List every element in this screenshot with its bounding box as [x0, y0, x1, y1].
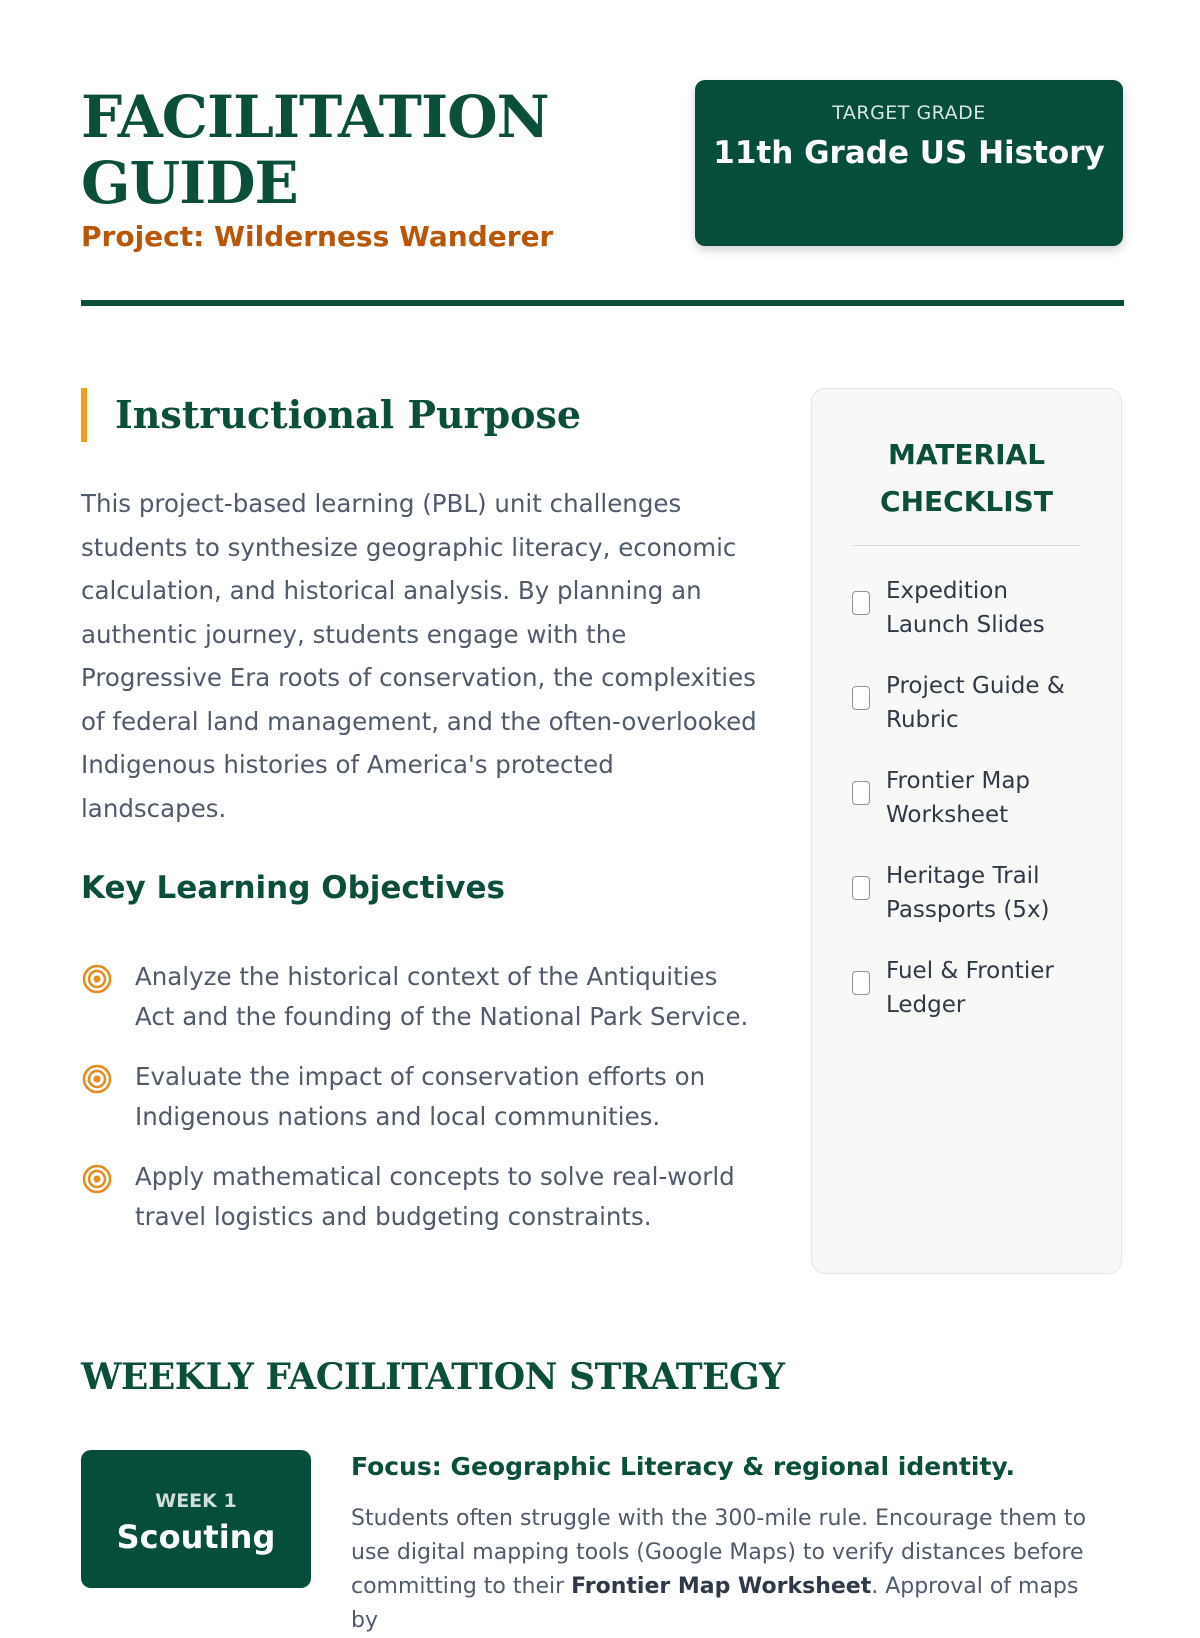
learning-objectives-heading: Key Learning Objectives	[81, 870, 505, 906]
target-grade-card	[695, 80, 1123, 246]
target-icon	[82, 964, 112, 994]
objective-item	[81, 1157, 761, 1237]
week-description: Students often struggle with the 300-mile rule. Encourage them to use digital mapping tools (Google Maps) to verify distances before committing to their Frontier Map Worksheet. Approval of maps by	[351, 1506, 1087, 1633]
checklist-item-label: Frontier Map Worksheet	[886, 768, 1031, 828]
target-icon	[82, 1164, 112, 1194]
material-checklist-list	[812, 574, 1121, 1022]
header-divider	[81, 300, 1124, 306]
target-grade-value: 11th Grade US History	[713, 135, 1105, 171]
checklist-checkbox[interactable]	[852, 591, 870, 615]
objective-item	[81, 957, 761, 1037]
checklist-item	[852, 574, 1091, 642]
objective-text: Apply mathematical concepts to solve real-world travel logistics and budgeting constraints.	[135, 1162, 735, 1231]
target-grade-label: TARGET GRADE	[832, 102, 986, 124]
checklist-item-label: Fuel & Frontier Ledger	[886, 958, 1054, 1018]
instructional-purpose-text: This project-based learning (PBL) unit challenges students to synthesize geographic literacy, economic calculation, and historical analysis. By planning an authentic journey, students engage with the Progressive Era roots of conservation, the complexities of federal land management, and the often-overlooked Indigenous histories of America's protected landscapes.	[81, 489, 757, 823]
checklist-checkbox[interactable]	[852, 876, 870, 900]
worksheet-reference: Frontier Map Worksheet	[571, 1574, 872, 1599]
header	[81, 80, 1124, 260]
document-title: FACILITATION GUIDE	[81, 83, 549, 217]
week-name: Scouting	[116, 1518, 276, 1556]
checklist-divider	[852, 545, 1081, 546]
checklist-item-label: Heritage Trail Passports (5x)	[886, 863, 1050, 923]
checklist-checkbox[interactable]	[852, 971, 870, 995]
objective-item	[81, 1057, 761, 1137]
checklist-item	[852, 859, 1091, 927]
objective-text: Evaluate the impact of conservation efforts on Indigenous nations and local communities.	[135, 1062, 706, 1131]
weekly-strategy-heading: WEEKLY FACILITATION STRATEGY	[81, 1356, 785, 1398]
objective-text: Analyze the historical context of the Antiquities Act and the founding of the National Park Service.	[135, 962, 749, 1031]
project-subtitle: Project: Wilderness Wanderer	[81, 220, 554, 253]
material-checklist-title: MATERIAL CHECKLIST	[880, 438, 1053, 518]
checklist-item	[852, 954, 1091, 1022]
target-icon	[82, 1064, 112, 1094]
week-focus: Focus: Geographic Literacy & regional identity.	[351, 1452, 1015, 1481]
instructional-purpose-heading: Instructional Purpose	[81, 388, 581, 442]
checklist-item-label: Project Guide & Rubric	[886, 673, 1065, 733]
material-checklist-panel	[811, 388, 1122, 1274]
week-badge	[81, 1450, 311, 1588]
checklist-item-label: Expedition Launch Slides	[886, 578, 1045, 638]
week-number: WEEK 1	[155, 1490, 237, 1512]
checklist-item	[852, 764, 1091, 832]
checklist-item	[852, 669, 1091, 737]
learning-objectives-list	[81, 957, 761, 1257]
checklist-checkbox[interactable]	[852, 686, 870, 710]
checklist-checkbox[interactable]	[852, 781, 870, 805]
